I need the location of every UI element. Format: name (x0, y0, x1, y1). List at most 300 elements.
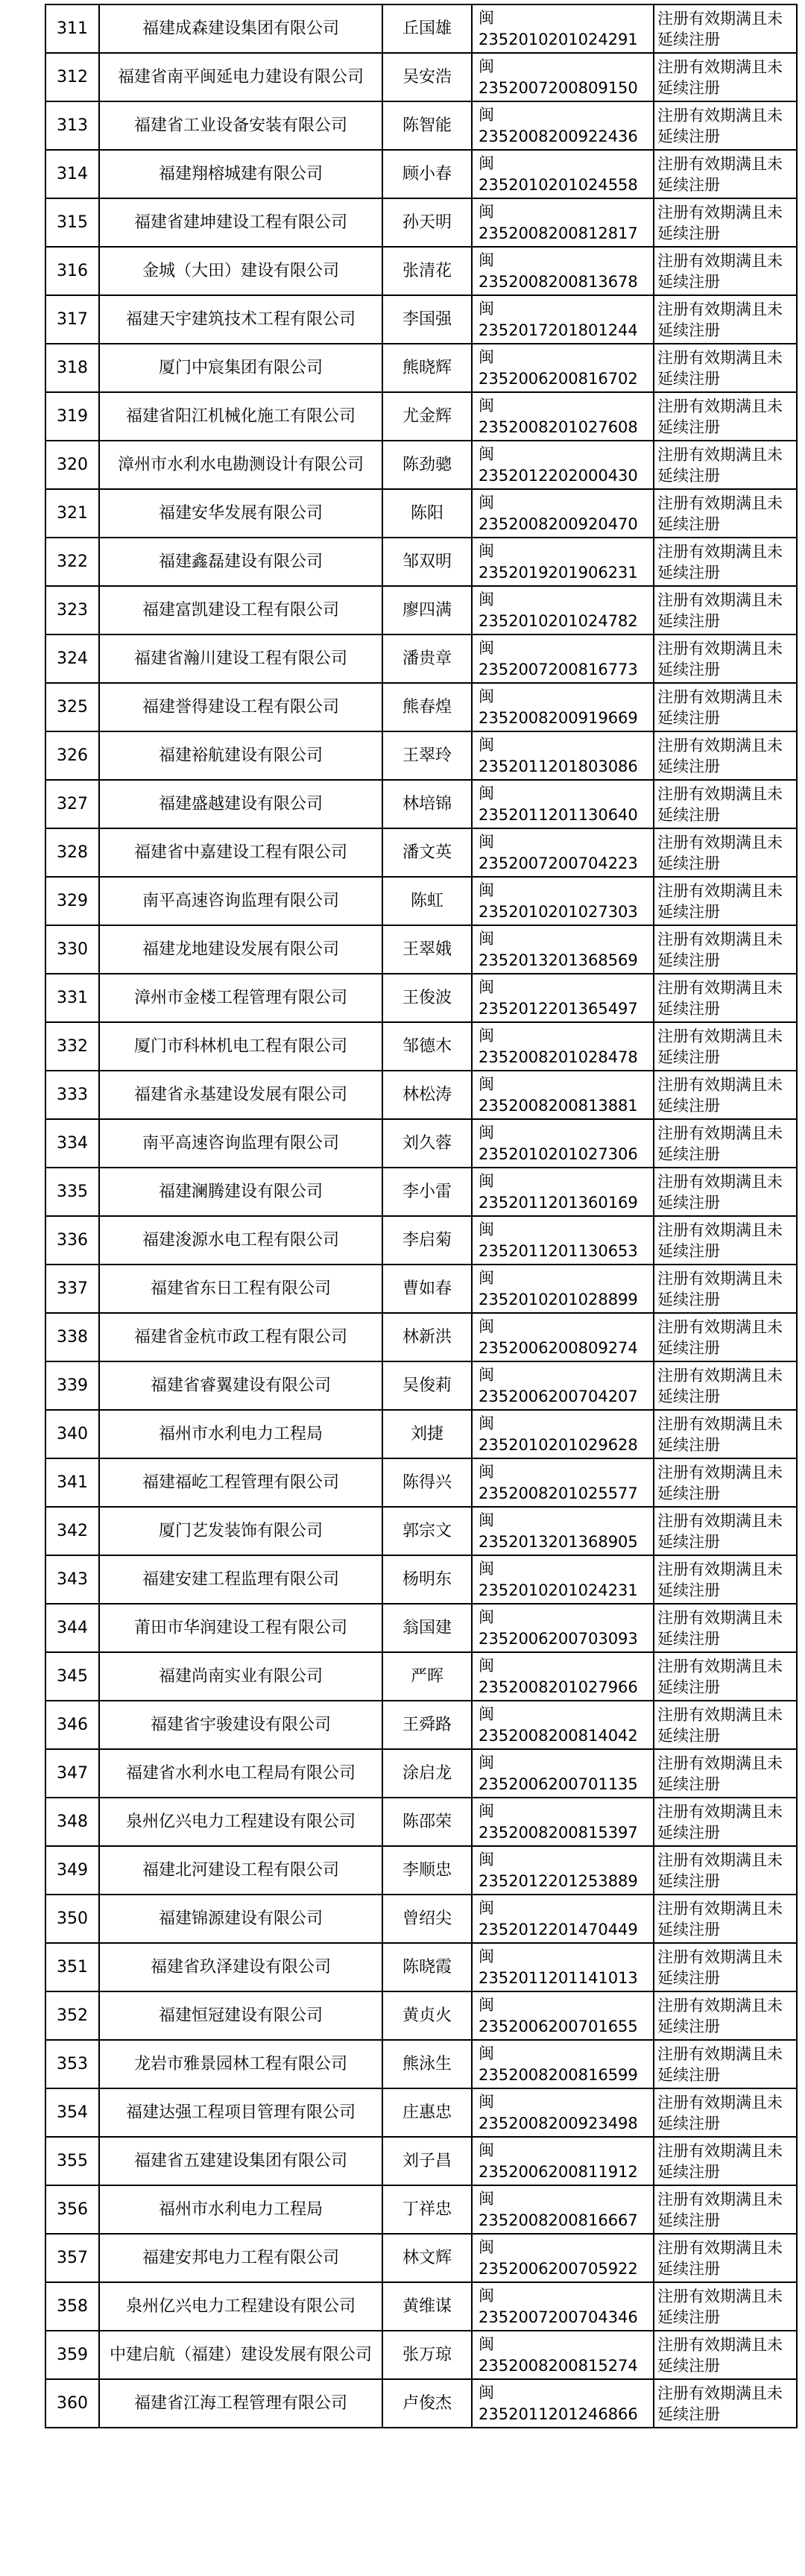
registration-number: 闽2352006200705922 (472, 2234, 654, 2282)
company-name: 福建省阳江机械化施工有限公司 (99, 392, 382, 441)
table-row (45, 634, 797, 683)
person-name: 林新洪 (382, 1313, 472, 1361)
row-number: 355 (45, 2137, 99, 2185)
table-row (45, 150, 797, 198)
company-name: 厦门中宸集团有限公司 (99, 344, 382, 392)
table-row (45, 1652, 797, 1701)
registration-status (654, 1265, 797, 1313)
registration-status-text: 注册有效期满且未延续注册 (657, 687, 783, 727)
registration-status (654, 2040, 797, 2088)
row-number: 333 (45, 1071, 99, 1119)
registration-status-text: 注册有效期满且未延续注册 (657, 1899, 783, 1939)
registration-status-text: 注册有效期满且未延续注册 (657, 1317, 783, 1357)
registration-number: 闽2352017201801244 (472, 295, 654, 344)
company-name: 福建省玖泽建设有限公司 (99, 1943, 382, 1991)
registration-status-text: 注册有效期满且未延续注册 (657, 2238, 783, 2278)
row-number: 321 (45, 489, 99, 538)
registration-status (654, 634, 797, 683)
registration-number: 闽2352006200811912 (472, 2137, 654, 2185)
registration-status-text: 注册有效期满且未延续注册 (657, 154, 783, 194)
registration-status (654, 925, 797, 974)
registration-number: 闽2352008201027608 (472, 392, 654, 441)
company-name: 龙岩市雅景园林工程有限公司 (99, 2040, 382, 2088)
row-number: 360 (45, 2379, 99, 2428)
row-number: 351 (45, 1943, 99, 1991)
company-name: 福建福屹工程管理有限公司 (99, 1458, 382, 1507)
registration-number: 闽2352012201253889 (472, 1846, 654, 1895)
registration-status-text: 注册有效期满且未延续注册 (657, 1996, 783, 2035)
row-number: 348 (45, 1798, 99, 1846)
registration-status-text: 注册有效期满且未延续注册 (657, 300, 783, 339)
registration-status-text: 注册有效期满且未延续注册 (657, 639, 783, 678)
company-name: 福建省南平闽延电力建设有限公司 (99, 53, 382, 101)
registration-number: 闽2352006200703093 (472, 1604, 654, 1652)
row-number: 356 (45, 2185, 99, 2234)
registration-status (654, 53, 797, 101)
company-name: 中建启航（福建）建设发展有限公司 (99, 2331, 382, 2379)
person-name: 刘子昌 (382, 2137, 472, 2185)
person-name: 吴安浩 (382, 53, 472, 101)
table-row (45, 295, 797, 344)
registration-status (654, 150, 797, 198)
registration-number: 闽2352011201130653 (472, 1216, 654, 1265)
registration-number: 闽2352010201024291 (472, 4, 654, 53)
table-row (45, 1265, 797, 1313)
registration-number: 闽2352010201027306 (472, 1119, 654, 1168)
table-row (45, 1313, 797, 1361)
registration-status-text: 注册有效期满且未延续注册 (657, 978, 783, 1018)
registration-status (654, 1071, 797, 1119)
registration-number: 闽2352007200704223 (472, 828, 654, 877)
table-row (45, 1071, 797, 1119)
company-name: 福建浚源水电工程有限公司 (99, 1216, 382, 1265)
registration-status-text: 注册有效期满且未延续注册 (657, 542, 783, 582)
registration-status-text: 注册有效期满且未延续注册 (657, 1657, 783, 1696)
registration-status-text: 注册有效期满且未延续注册 (657, 881, 783, 921)
registration-status-text: 注册有效期满且未延续注册 (657, 2141, 783, 2181)
table-row (45, 2331, 797, 2379)
registration-status (654, 1895, 797, 1943)
table-row (45, 877, 797, 925)
company-name: 福建省中嘉建设工程有限公司 (99, 828, 382, 877)
row-number: 354 (45, 2088, 99, 2137)
row-number: 353 (45, 2040, 99, 2088)
row-number: 345 (45, 1652, 99, 1701)
person-name: 张万琼 (382, 2331, 472, 2379)
registration-status (654, 1507, 797, 1555)
registration-status (654, 295, 797, 344)
registration-status (654, 1846, 797, 1895)
registration-status-text: 注册有效期满且未延续注册 (657, 1754, 783, 1793)
registration-status (654, 489, 797, 538)
company-name: 泉州亿兴电力工程建设有限公司 (99, 2282, 382, 2331)
company-name: 南平高速咨询监理有限公司 (99, 877, 382, 925)
row-number: 322 (45, 538, 99, 586)
table-row (45, 344, 797, 392)
registration-status (654, 2088, 797, 2137)
row-number: 331 (45, 974, 99, 1022)
registration-number: 闽2352008200919669 (472, 683, 654, 731)
registration-status-text: 注册有效期满且未延续注册 (657, 1851, 783, 1890)
person-name: 郭宗文 (382, 1507, 472, 1555)
registration-status-text: 注册有效期满且未延续注册 (657, 1802, 783, 1842)
company-name: 南平高速咨询监理有限公司 (99, 1119, 382, 1168)
registration-status-text: 注册有效期满且未延续注册 (657, 1027, 783, 1066)
registration-status (654, 2234, 797, 2282)
company-name: 福建富凯建设工程有限公司 (99, 586, 382, 634)
row-number: 340 (45, 1410, 99, 1458)
table-row (45, 1410, 797, 1458)
registration-number: 闽2352006200704207 (472, 1361, 654, 1410)
registration-status (654, 538, 797, 586)
table-row (45, 1991, 797, 2040)
company-name: 福建誉得建设工程有限公司 (99, 683, 382, 731)
table-row (45, 1168, 797, 1216)
registration-number: 闽2352008200923498 (472, 2088, 654, 2137)
row-number: 337 (45, 1265, 99, 1313)
table-row (45, 1798, 797, 1846)
registration-status (654, 1943, 797, 1991)
company-name: 福建省江海工程管理有限公司 (99, 2379, 382, 2428)
person-name: 顾小春 (382, 150, 472, 198)
registration-number: 闽2352007200704346 (472, 2282, 654, 2331)
registration-status (654, 392, 797, 441)
person-name: 王翠娥 (382, 925, 472, 974)
registration-status-text: 注册有效期满且未延续注册 (657, 2384, 783, 2423)
person-name: 李小雷 (382, 1168, 472, 1216)
company-name: 福建省永基建设发展有限公司 (99, 1071, 382, 1119)
registration-status (654, 731, 797, 780)
registration-status-text: 注册有效期满且未延续注册 (657, 9, 783, 48)
registration-status-text: 注册有效期满且未延续注册 (657, 251, 783, 291)
table-row (45, 731, 797, 780)
company-name: 福建北河建设工程有限公司 (99, 1846, 382, 1895)
table-row (45, 2088, 797, 2137)
row-number: 358 (45, 2282, 99, 2331)
registration-status (654, 1991, 797, 2040)
registration-status-text: 注册有效期满且未延续注册 (657, 1366, 783, 1405)
registration-status (654, 1022, 797, 1071)
company-name: 福建省五建建设集团有限公司 (99, 2137, 382, 2185)
row-number: 334 (45, 1119, 99, 1168)
company-name: 福建澜腾建设有限公司 (99, 1168, 382, 1216)
company-name: 福建省睿翼建设有限公司 (99, 1361, 382, 1410)
registration-number: 闽2352011201246866 (472, 2379, 654, 2428)
person-name: 丘国雄 (382, 4, 472, 53)
person-name: 孙天明 (382, 198, 472, 247)
registration-status (654, 1119, 797, 1168)
registration-number: 闽2352008201027966 (472, 1652, 654, 1701)
registration-status (654, 877, 797, 925)
person-name: 陈劲骢 (382, 441, 472, 489)
table-row (45, 538, 797, 586)
registration-number: 闽2352019201906231 (472, 538, 654, 586)
registration-status (654, 4, 797, 53)
registration-number: 闽2352012201365497 (472, 974, 654, 1022)
registration-number: 闽2352008201028478 (472, 1022, 654, 1071)
table-row (45, 1943, 797, 1991)
company-name: 福建成森建设集团有限公司 (99, 4, 382, 53)
row-number: 317 (45, 295, 99, 344)
table-row (45, 2137, 797, 2185)
table-row (45, 1458, 797, 1507)
person-name: 林松涛 (382, 1071, 472, 1119)
person-name: 王翠玲 (382, 731, 472, 780)
person-name: 丁祥忠 (382, 2185, 472, 2234)
registration-status (654, 1798, 797, 1846)
person-name: 黄贞火 (382, 1991, 472, 2040)
table-row (45, 586, 797, 634)
table-row (45, 1895, 797, 1943)
table-row (45, 780, 797, 828)
company-name: 福建达强工程项目管理有限公司 (99, 2088, 382, 2137)
registration-status-text: 注册有效期满且未延续注册 (657, 1124, 783, 1163)
person-name: 刘捷 (382, 1410, 472, 1458)
row-number: 312 (45, 53, 99, 101)
person-name: 邹双明 (382, 538, 472, 586)
company-name: 福州市水利电力工程局 (99, 1410, 382, 1458)
registration-number: 闽2352007200816773 (472, 634, 654, 683)
table-row (45, 441, 797, 489)
registration-status-text: 注册有效期满且未延续注册 (657, 2190, 783, 2229)
registration-status (654, 1749, 797, 1798)
registration-status (654, 1168, 797, 1216)
registration-status (654, 441, 797, 489)
row-number: 342 (45, 1507, 99, 1555)
row-number: 357 (45, 2234, 99, 2282)
registration-number: 闽2352008200816599 (472, 2040, 654, 2088)
registration-status-text: 注册有效期满且未延续注册 (657, 1705, 783, 1745)
company-name: 泉州亿兴电力工程建设有限公司 (99, 1798, 382, 1846)
row-number: 315 (45, 198, 99, 247)
row-number: 316 (45, 247, 99, 295)
table-row (45, 1846, 797, 1895)
registration-status-text: 注册有效期满且未延续注册 (657, 1172, 783, 1212)
row-number: 341 (45, 1458, 99, 1507)
row-number: 335 (45, 1168, 99, 1216)
company-name: 金城（大田）建设有限公司 (99, 247, 382, 295)
registration-status (654, 1652, 797, 1701)
company-name: 福建安华发展有限公司 (99, 489, 382, 538)
person-name: 吴俊莉 (382, 1361, 472, 1410)
company-name: 厦门艺发装饰有限公司 (99, 1507, 382, 1555)
registration-status (654, 683, 797, 731)
registration-number: 闽2352011201360169 (472, 1168, 654, 1216)
table-row (45, 53, 797, 101)
registration-status-text: 注册有效期满且未延续注册 (657, 1221, 783, 1260)
company-name: 福建省金杭市政工程有限公司 (99, 1313, 382, 1361)
person-name: 李国强 (382, 295, 472, 344)
row-number: 324 (45, 634, 99, 683)
registration-number: 闽2352008200812817 (472, 198, 654, 247)
registration-status-text: 注册有效期满且未延续注册 (657, 1947, 783, 1987)
registration-number: 闽2352007200809150 (472, 53, 654, 101)
table-row (45, 1507, 797, 1555)
registration-status-text: 注册有效期满且未延续注册 (657, 1608, 783, 1648)
registration-status (654, 2137, 797, 2185)
person-name: 翁国建 (382, 1604, 472, 1652)
registration-status (654, 1410, 797, 1458)
registration-status (654, 1216, 797, 1265)
company-name: 莆田市华润建设工程有限公司 (99, 1604, 382, 1652)
row-number: 325 (45, 683, 99, 731)
registration-status-text: 注册有效期满且未延续注册 (657, 1414, 783, 1454)
table-row (45, 1555, 797, 1604)
registration-number: 闽2352010201029628 (472, 1410, 654, 1458)
table-row (45, 1749, 797, 1798)
table-body (45, 4, 797, 2428)
registration-number: 闽2352008200813881 (472, 1071, 654, 1119)
registration-status-text: 注册有效期满且未延续注册 (657, 2287, 783, 2326)
person-name: 黄维谋 (382, 2282, 472, 2331)
company-name: 福建锦源建设有限公司 (99, 1895, 382, 1943)
person-name: 曹如春 (382, 1265, 472, 1313)
company-name: 福建龙地建设发展有限公司 (99, 925, 382, 974)
person-name: 潘贵章 (382, 634, 472, 683)
registration-number: 闽2352013201368569 (472, 925, 654, 974)
registration-number: 闽2352010201024782 (472, 586, 654, 634)
registration-status (654, 1604, 797, 1652)
person-name: 曾绍尖 (382, 1895, 472, 1943)
registration-status-text: 注册有效期满且未延续注册 (657, 591, 783, 630)
registration-status-text: 注册有效期满且未延续注册 (657, 784, 783, 824)
company-name: 福建翔榕城建有限公司 (99, 150, 382, 198)
person-name: 李启菊 (382, 1216, 472, 1265)
table-row (45, 2234, 797, 2282)
table-row (45, 1119, 797, 1168)
registration-status-text: 注册有效期满且未延续注册 (657, 397, 783, 436)
person-name: 林文辉 (382, 2234, 472, 2282)
registration-status-text: 注册有效期满且未延续注册 (657, 2044, 783, 2084)
table-row (45, 101, 797, 150)
table-row (45, 925, 797, 974)
registration-status (654, 974, 797, 1022)
registration-number: 闽2352008200920470 (472, 489, 654, 538)
person-name: 涂启龙 (382, 1749, 472, 1798)
registration-status (654, 1313, 797, 1361)
company-name: 福建安建工程监理有限公司 (99, 1555, 382, 1604)
row-number: 332 (45, 1022, 99, 1071)
registration-number: 闽2352008201025577 (472, 1458, 654, 1507)
person-name: 邹德木 (382, 1022, 472, 1071)
row-number: 330 (45, 925, 99, 974)
person-name: 熊晓辉 (382, 344, 472, 392)
person-name: 潘文英 (382, 828, 472, 877)
registration-status-text: 注册有效期满且未延续注册 (657, 2093, 783, 2132)
table-row (45, 1022, 797, 1071)
registration-status-text: 注册有效期满且未延续注册 (657, 203, 783, 242)
person-name: 陈智能 (382, 101, 472, 150)
row-number: 314 (45, 150, 99, 198)
table-row (45, 2185, 797, 2234)
company-name: 厦门市科林机电工程有限公司 (99, 1022, 382, 1071)
table-row (45, 683, 797, 731)
row-number: 311 (45, 4, 99, 53)
row-number: 347 (45, 1749, 99, 1798)
registration-number: 闽2352008200816667 (472, 2185, 654, 2234)
registration-status-text: 注册有效期满且未延续注册 (657, 348, 783, 388)
person-name: 张清花 (382, 247, 472, 295)
registration-status (654, 1361, 797, 1410)
table-row (45, 1361, 797, 1410)
company-name: 福建省瀚川建设工程有限公司 (99, 634, 382, 683)
company-name: 福建鑫磊建设有限公司 (99, 538, 382, 586)
table-row (45, 828, 797, 877)
table-row (45, 1701, 797, 1749)
registration-number: 闽2352011201803086 (472, 731, 654, 780)
person-name: 熊泳生 (382, 2040, 472, 2088)
table-row (45, 247, 797, 295)
person-name: 严晖 (382, 1652, 472, 1701)
registration-status (654, 247, 797, 295)
registration-status-text: 注册有效期满且未延续注册 (657, 1511, 783, 1551)
registration-number: 闽2352010201024558 (472, 150, 654, 198)
company-name: 漳州市金楼工程管理有限公司 (99, 974, 382, 1022)
registration-status (654, 2282, 797, 2331)
registration-number: 闽2352006200701655 (472, 1991, 654, 2040)
company-name: 漳州市水利水电勘测设计有限公司 (99, 441, 382, 489)
registration-number: 闽2352013201368905 (472, 1507, 654, 1555)
registration-status (654, 198, 797, 247)
person-name: 刘久蓉 (382, 1119, 472, 1168)
registration-status (654, 828, 797, 877)
registration-status-text: 注册有效期满且未延续注册 (657, 494, 783, 533)
row-number: 346 (45, 1701, 99, 1749)
registration-number: 闽2352010201027303 (472, 877, 654, 925)
company-name: 福建安邦电力工程有限公司 (99, 2234, 382, 2282)
registration-status (654, 586, 797, 634)
company-name: 福建盛越建设有限公司 (99, 780, 382, 828)
person-name: 王舜路 (382, 1701, 472, 1749)
person-name: 陈虹 (382, 877, 472, 925)
table-row (45, 1216, 797, 1265)
person-name: 陈阳 (382, 489, 472, 538)
registration-number: 闽2352008200815397 (472, 1798, 654, 1846)
registration-number: 闽2352011201130640 (472, 780, 654, 828)
table-row (45, 974, 797, 1022)
registration-table (45, 4, 798, 2428)
row-number: 359 (45, 2331, 99, 2379)
registration-status (654, 1555, 797, 1604)
table-row (45, 2040, 797, 2088)
row-number: 338 (45, 1313, 99, 1361)
registration-status (654, 780, 797, 828)
row-number: 349 (45, 1846, 99, 1895)
table-row (45, 1604, 797, 1652)
registration-status (654, 2185, 797, 2234)
registration-status-text: 注册有效期满且未延续注册 (657, 106, 783, 145)
registration-number: 闽2352006200816702 (472, 344, 654, 392)
registration-number: 闽2352008200922436 (472, 101, 654, 150)
row-number: 313 (45, 101, 99, 150)
registration-status (654, 344, 797, 392)
registration-status-text: 注册有效期满且未延续注册 (657, 1463, 783, 1502)
table-row (45, 2379, 797, 2428)
person-name: 尤金辉 (382, 392, 472, 441)
person-name: 陈晓霞 (382, 1943, 472, 1991)
registration-number: 闽2352012201470449 (472, 1895, 654, 1943)
company-name: 福建天宇建筑技术工程有限公司 (99, 295, 382, 344)
registration-status-text: 注册有效期满且未延续注册 (657, 445, 783, 485)
registration-number: 闽2352008200814042 (472, 1701, 654, 1749)
registration-status (654, 1701, 797, 1749)
person-name: 卢俊杰 (382, 2379, 472, 2428)
row-number: 328 (45, 828, 99, 877)
registration-status-text: 注册有效期满且未延续注册 (657, 833, 783, 872)
company-name: 福建省建坤建设工程有限公司 (99, 198, 382, 247)
company-name: 福建恒冠建设有限公司 (99, 1991, 382, 2040)
row-number: 336 (45, 1216, 99, 1265)
